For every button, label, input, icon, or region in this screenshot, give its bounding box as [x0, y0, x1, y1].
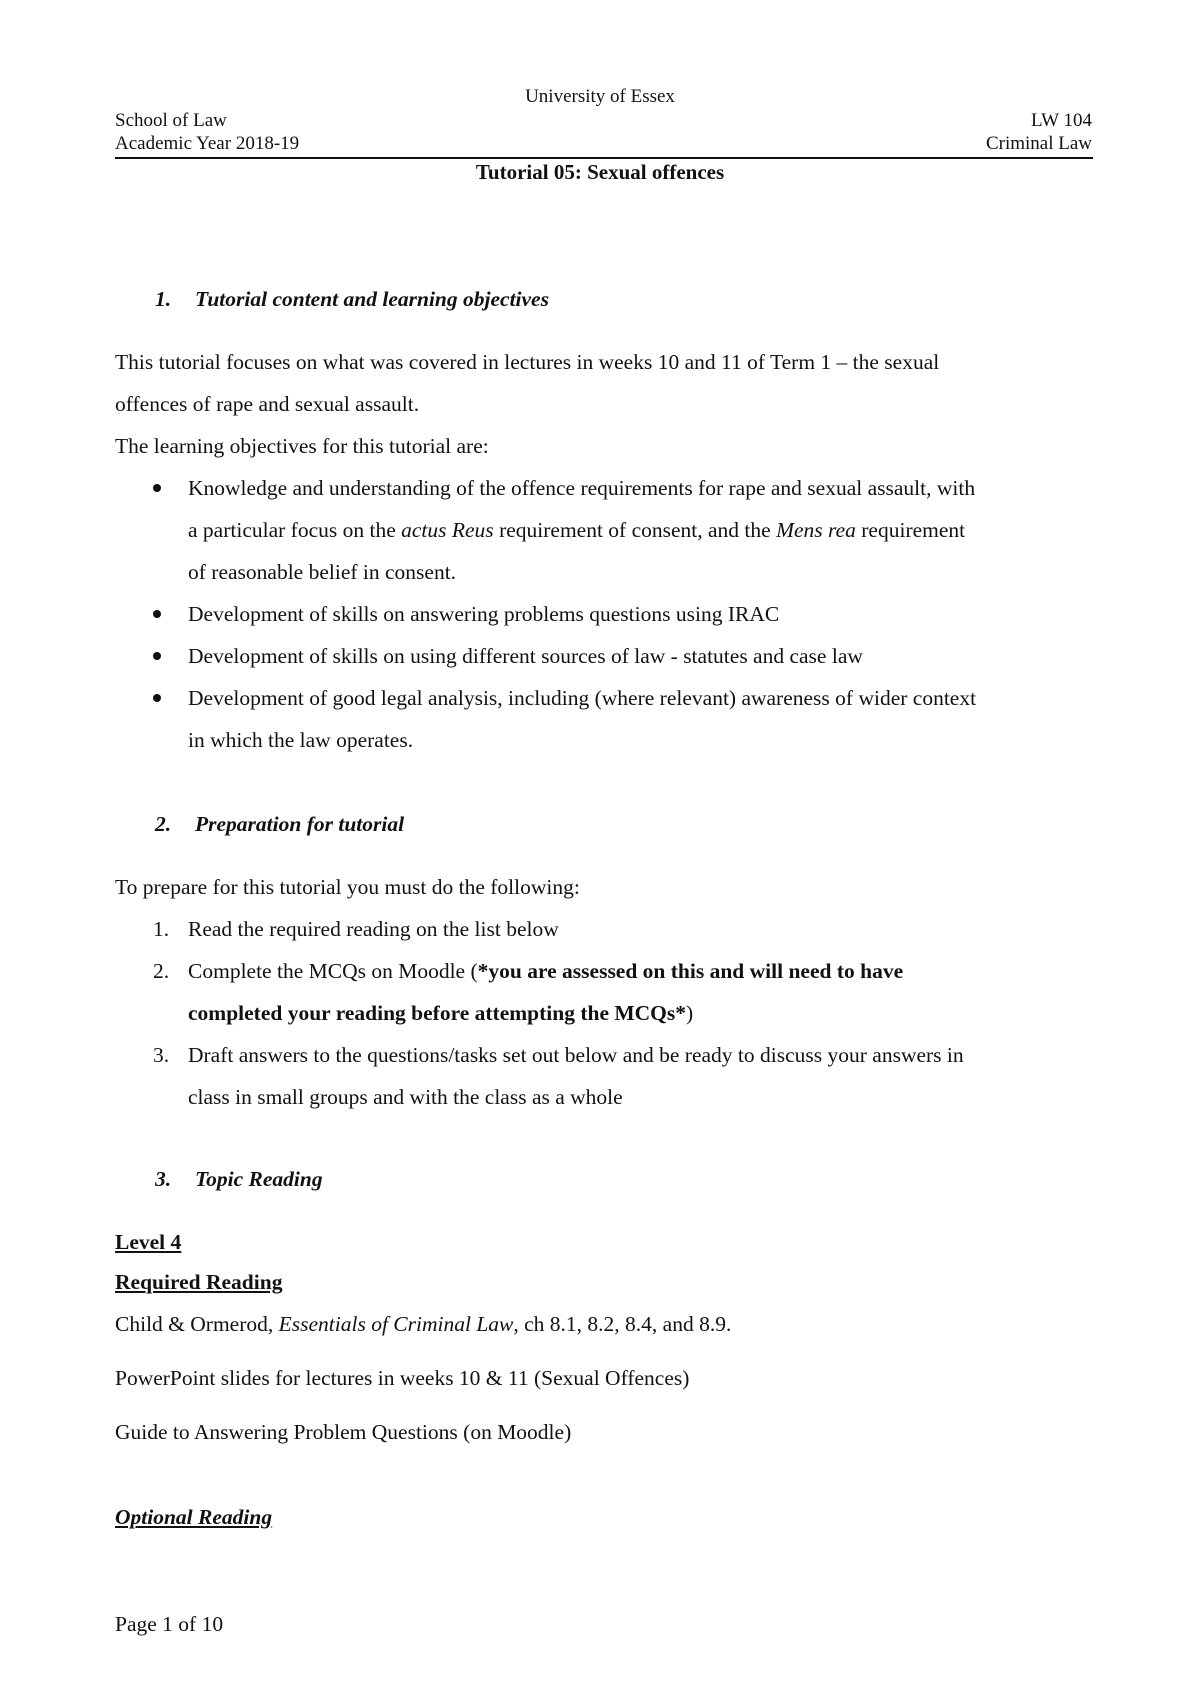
text-span: , ch 8.1, 8.2, 8.4, and 8.9. [513, 1312, 732, 1336]
section-3-heading [155, 1167, 323, 1192]
school-name: School of Law [115, 110, 227, 131]
list-item [188, 959, 903, 983]
paragraph-line: This tutorial focuses on what was covered in lectures in weeks 10 and 11 of Term 1 – the sexual [115, 350, 940, 374]
bullet-icon [153, 652, 161, 660]
bold-text: *you are assessed on this and will need to have [477, 959, 904, 983]
bullet-icon [153, 484, 161, 492]
book-title: Essentials of Criminal Law [278, 1312, 514, 1336]
list-item: Draft answers to the questions/tasks set out below and be ready to discuss your answers in [188, 1043, 964, 1067]
section-number: 3. [155, 1167, 172, 1191]
list-item: Knowledge and understanding of the offence requirements for rape and sexual assault, with [188, 476, 976, 500]
list-item: Read the required reading on the list below [188, 917, 559, 941]
italic-term: Mens rea [776, 518, 856, 542]
list-item-continuation: class in small groups and with the class as a whole [188, 1085, 623, 1109]
level-heading: Level 4 [115, 1230, 182, 1254]
text-span: a particular focus on the [188, 518, 402, 542]
list-number: 3. [153, 1043, 170, 1067]
paragraph-line: offences of rape and sexual assault. [115, 392, 420, 416]
section-1-heading [155, 287, 549, 312]
reading-item: Guide to Answering Problem Questions (on Moodle) [115, 1420, 572, 1444]
optional-reading-heading: Optional Reading [115, 1505, 273, 1529]
section-title: Topic Reading [195, 1167, 323, 1191]
list-item: Development of skills on answering problems questions using IRAC [188, 602, 780, 626]
section-number: 2. [155, 812, 172, 836]
reading-item [115, 1312, 731, 1336]
section-number: 1. [155, 287, 172, 311]
paragraph-line: To prepare for this tutorial you must do the following: [115, 875, 580, 899]
required-reading-heading: Required Reading [115, 1270, 283, 1294]
list-number: 2. [153, 959, 170, 983]
section-title: Tutorial content and learning objectives [195, 287, 549, 311]
italic-term: actus Reus [401, 518, 494, 542]
list-item-continuation [188, 1001, 693, 1025]
academic-year: Academic Year 2018-19 [115, 133, 300, 154]
list-item-continuation [188, 518, 965, 542]
page-title: Tutorial 05: Sexual offences [475, 160, 725, 184]
text-span: requirement of consent, and the [493, 518, 777, 542]
reading-item: PowerPoint slides for lectures in weeks 10 & 11 (Sexual Offences) [115, 1366, 690, 1390]
bullet-icon [153, 610, 161, 618]
page-number: Page 1 of 10 [115, 1612, 224, 1636]
text-span: Complete the MCQs on Moodle ( [188, 959, 478, 983]
bold-text: completed your reading before attempting the MCQs* [188, 1001, 687, 1025]
list-item-continuation: in which the law operates. [188, 728, 414, 752]
paragraph-line: The learning objectives for this tutorial are: [115, 434, 489, 458]
section-2-heading [155, 812, 404, 837]
list-item-continuation: of reasonable belief in consent. [188, 560, 457, 584]
text-span: requirement [855, 518, 966, 542]
text-span: ) [686, 1001, 694, 1025]
list-item: Development of skills on using different sources of law - statutes and case law [188, 644, 863, 668]
text-span: Child & Ormerod, [115, 1312, 279, 1336]
university-name: University of Essex [525, 86, 675, 107]
list-item: Development of good legal analysis, including (where relevant) awareness of wider context [188, 686, 977, 710]
section-title: Preparation for tutorial [195, 812, 405, 836]
header-rule [115, 157, 1093, 159]
list-number: 1. [153, 917, 170, 941]
bullet-icon [153, 694, 161, 702]
module-name: Criminal Law [985, 133, 1092, 154]
module-code: LW 104 [1030, 110, 1092, 131]
